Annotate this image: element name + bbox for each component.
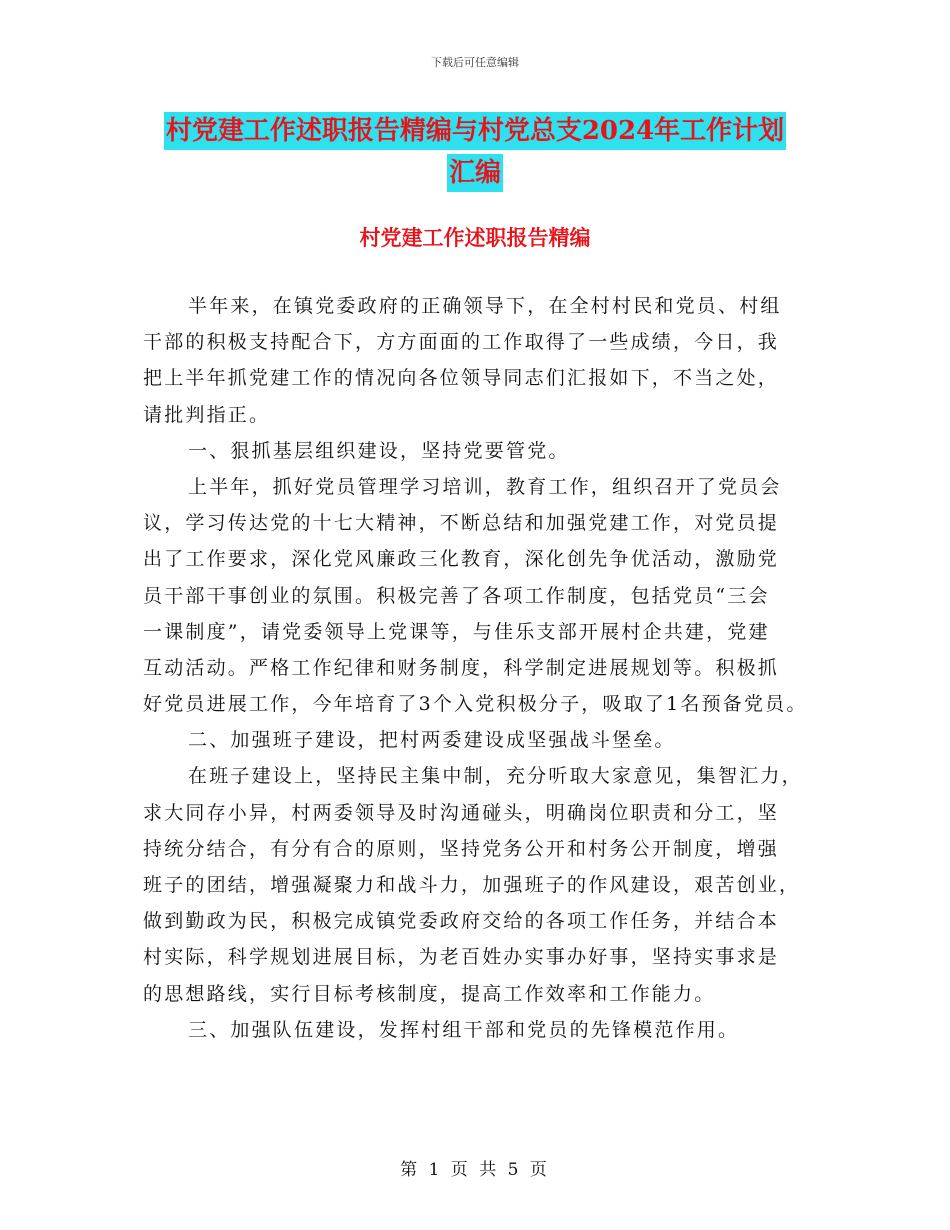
body-line: 求大同存小异，村两委领导及时沟通碰头，明确岗位职责和分工，坚 xyxy=(143,801,780,824)
body-line: 干部的积极支持配合下，方方面面的工作取得了一些成绩，今日，我 xyxy=(143,331,780,354)
body-line: 村实际，科学规划进展目标，为老百姓办实事办好事，坚持实事求是 xyxy=(143,946,780,969)
body-line: 一、狠抓基层组织建设，坚持党要管党。 xyxy=(188,439,570,462)
body-line: 议，学习传达党的十七大精神，不断总结和加强党建工作，对党员提 xyxy=(143,512,780,535)
body-line: 二、加强班子建设，把村两委建设成坚强战斗堡垒。 xyxy=(188,729,676,752)
body-line: 三、加强队伍建设，发挥村组干部和党员的先锋模范作用。 xyxy=(188,1018,740,1041)
body-line: 请批判指正。 xyxy=(143,403,271,426)
title-line-1: 村党建工作述职报告精编与村党总支2024年工作计划 xyxy=(164,112,786,150)
body-line: 班子的团结，增强凝聚力和战斗力，加强班子的作风建设，艰苦创业， xyxy=(143,874,801,896)
body-line: 在班子建设上，坚持民主集中制，充分听取大家意见，集智汇力， xyxy=(188,765,803,788)
body-line: 半年来，在镇党委政府的正确领导下，在全村村民和党员、村组 xyxy=(188,295,782,317)
title-line-2: 汇编 xyxy=(447,154,503,192)
section-title: 村党建工作述职报告精编 xyxy=(359,225,591,250)
body-line: 互动活动。严格工作纪律和财务制度，科学制定进展规划等。积极抓 xyxy=(143,656,780,679)
body-line: 好党员进展工作，今年培育了3个入党积极分子，吸取了1名预备党员。 xyxy=(143,693,808,716)
page-header-note: 下载后可任意编辑 xyxy=(431,56,519,69)
body-line: 员干部干事创业的氛围。积极完善了各项工作制度，包括党员“三会 xyxy=(143,584,770,607)
document-title xyxy=(0,112,950,192)
body-line: 持统分结合，有分有合的原则，坚持党务公开和村务公开制度，增强 xyxy=(143,837,780,860)
body-text xyxy=(143,288,813,1048)
body-line: 把上半年抓党建工作的情况向各位领导同志们汇报如下，不当之处， xyxy=(143,367,780,390)
body-line: 的思想路线，实行目标考核制度，提高工作效率和工作能力。 xyxy=(143,982,716,1005)
page-footer: 第 1 页 共 5 页 xyxy=(400,1160,550,1180)
body-line: 出了工作要求，深化党风廉政三化教育，深化创先争优活动，激励党 xyxy=(143,548,780,571)
body-line: 一课制度”，请党委领导上党课等，与佳乐支部开展村企共建，党建 xyxy=(143,620,770,643)
body-line: 做到勤政为民，积极完成镇党委政府交给的各项工作任务，并结合本 xyxy=(143,910,780,933)
body-line: 上半年，抓好党员管理学习培训，教育工作，组织召开了党员会 xyxy=(188,475,782,498)
